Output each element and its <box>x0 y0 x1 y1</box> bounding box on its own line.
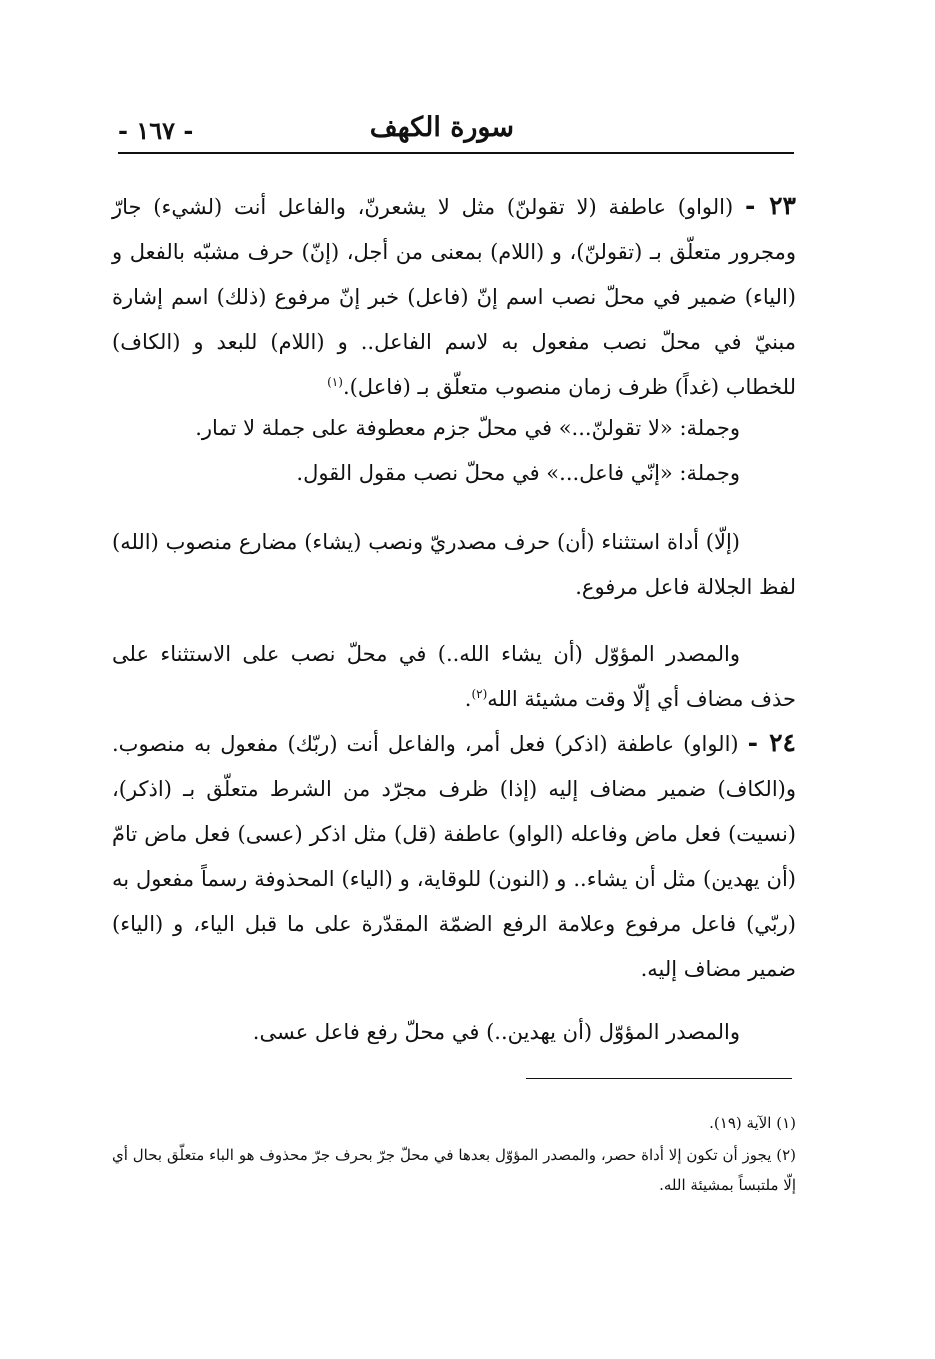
jumla-1: وجملة: «لا تقولنّ...» في محلّ جزم معطوفة على جملة لا تمار. <box>195 416 740 440</box>
illa-paragraph: (إلّا) أداة استثناء (أن) حرف مصدريّ ونصب (يشاء) مضارع منصوب (الله) لفظ الجلالة فاعل مرفوع. <box>112 530 796 599</box>
verse-number-23: ٢٣ - <box>744 191 796 220</box>
jumla-2: وجملة: «إنّي فاعل...» في محلّ نصب مقول القول. <box>296 461 740 485</box>
verse-23-paragraph <box>112 183 796 410</box>
masdar-1-text: والمصدر المؤوّل (أن يشاء الله..) في محلّ نصب على الاستثناء على حذف مضاف أي إلّا وقت مشيئة الله <box>112 642 796 711</box>
footnote-ref-1: (١) <box>327 375 343 389</box>
header-rule <box>118 152 794 154</box>
footnote-ref-2: (٢) <box>471 687 488 701</box>
page-number: - ١٦٧ - <box>118 116 194 145</box>
verse-24-paragraph <box>112 720 796 992</box>
footnote-rule <box>526 1078 792 1079</box>
surah-title: سورة الكهف <box>369 112 514 143</box>
masdar-paragraph-2: والمصدر المؤوّل (أن يهدين..) في محلّ رفع فاعل عسى. <box>252 1020 740 1044</box>
page-header <box>118 108 794 152</box>
footnote-1: (١) الآية (١٩). <box>709 1114 796 1132</box>
footnote-2: (٢) يجوز أن تكون إلا أداة حصر، والمصدر المؤوّل بعدها في محلّ جرّ بحرف جرّ محذوف هو الباء متعلّق بحال أي إلّا ملتبساً بمشيئة الله. <box>112 1146 796 1194</box>
masdar-paragraph-1: والمصدر المؤوّل (أن يشاء الله..) في محلّ نصب على الاستثناء على حذف مضاف أي إلّا وقت مشيئة الله$^{(٢)}$. <box>112 642 796 711</box>
verse-number-24: ٢٤ - <box>747 728 796 757</box>
verse-24-text: (الواو) عاطفة (اذكر) فعل أمر، والفاعل أنت (ربّك) مفعول به منصوب. و(الكاف) ضمير مضاف إليه (إذا) ظرف مجرّد من الشرط متعلّق بـ (اذكر)، (نسيت) فعل ماض وفاعله (الواو) عاطفة (قل) مثل اذكر (عسى) فعل ماض تامّ (أن يهدين) مثل أن يشاء.. و (النون) للوقاية، و (الياء) المحذوفة رسماً مفعول به (ربّي) فاعل مرفوع وعلامة الرفع الضمّة المقدّرة على ما قبل الياء، و (الياء) ضمير مضاف إليه. <box>112 732 796 981</box>
verse-23-text: (الواو) عاطفة (لا تقولنّ) مثل لا يشعرنّ، والفاعل أنت (لشيء) جارّ ومجرور متعلّق بـ (تقولنّ)، و (اللام) بمعنى من أجل، (إنّ) حرف مشبّه بالفعل و (الياء) ضمير في محلّ نصب اسم إنّ (فاعل) خبر إنّ مرفوع (ذلك) اسم إشارة مبنيّ في محلّ نصب مفعول به لاسم الفاعل.. و (اللام) للبعد و (الكاف) للخطاب (غداً) ظرف زمان منصوب متعلّق بـ (فاعل). <box>112 195 796 399</box>
